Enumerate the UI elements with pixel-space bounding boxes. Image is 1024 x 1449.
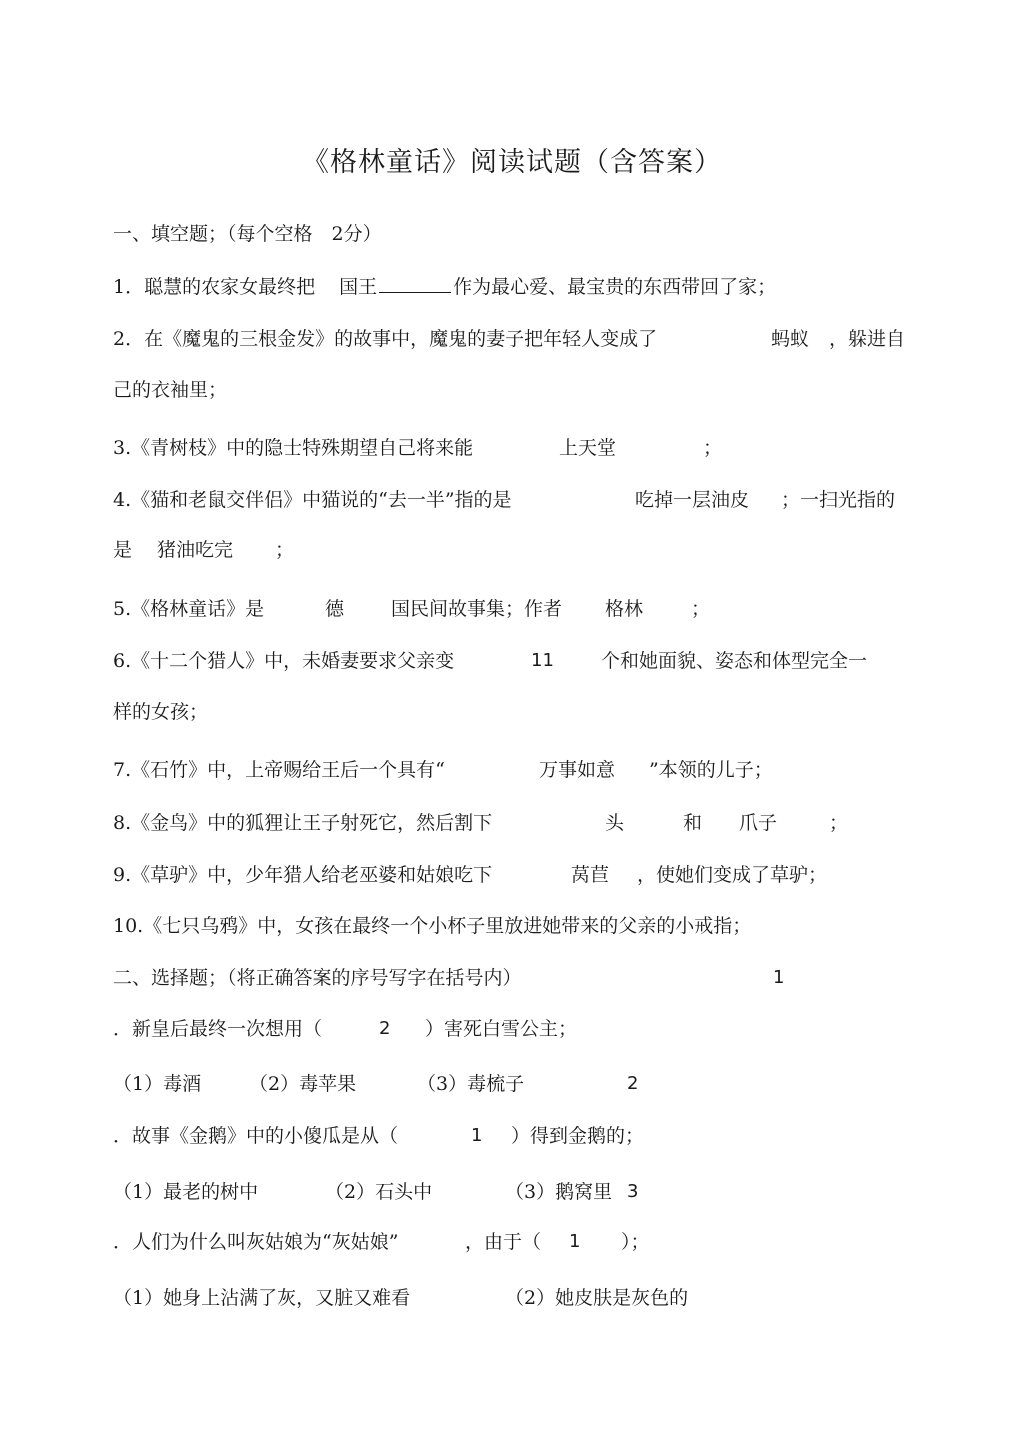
s2-q1-answer: 2	[379, 1018, 391, 1039]
q3-answer: 上天堂	[559, 437, 617, 459]
s2-q2-option-3: （3）鹅窝里	[505, 1181, 613, 1203]
q9-text-c: ，使她们变成了草驴；	[637, 864, 828, 886]
s2-q3-text-b: ，由于（	[465, 1231, 542, 1253]
s2-q2-text-c: ）得到金鹅的；	[511, 1125, 645, 1147]
q7-text-c: ”本领的儿子；	[649, 759, 773, 781]
q1-answer: 国王	[339, 276, 378, 298]
s2-q3-option-1: （1）她身上沾满了灰，又脏又难看	[113, 1287, 411, 1309]
q5-text-e: ；	[691, 598, 711, 620]
s2-q2-text-a: ．故事《金鹅》中的小傻瓜是从（	[113, 1125, 399, 1147]
q5-text-a: 5.《格林童话》是	[113, 598, 265, 620]
q2-answer: 蚂蚁	[771, 328, 810, 350]
q4-text-f: ；	[275, 539, 295, 561]
q8-text-a: 8.《金鸟》中的狐狸让王子射死它，然后割下	[113, 812, 493, 834]
q8-answer-2: 爪子	[739, 812, 778, 834]
s2-q1-number: 1	[773, 967, 785, 988]
s2-q3-text-d: ）；	[621, 1231, 650, 1253]
q5-answer-2: 格林	[605, 598, 644, 620]
s2-q1-option-1: （1）毒酒	[113, 1073, 202, 1095]
s2-q2-option-1: （1）最老的树中	[113, 1181, 259, 1203]
section2-heading: 二、选择题；（将正确答案的序号写字在括号内）	[113, 967, 522, 989]
q5-answer-1: 德	[325, 598, 345, 620]
s2-q3-option-2: （2）她皮肤是灰色的	[505, 1287, 689, 1309]
section1-heading: 一、填空题；（每个空格 2分）	[113, 223, 382, 245]
question-10: 10.《七只乌鸦》中，女孩在最终一个小杯子里放进她带来的父亲的小戒指；	[113, 915, 752, 937]
q9-text-a: 9.《草驴》中，少年猎人给老巫婆和姑娘吃下	[113, 864, 493, 886]
question-2-cont: 己的衣袖里；	[113, 379, 228, 401]
q6-text-a: 6.《十二个猎人》中，未婚妻要求父亲变	[113, 650, 455, 672]
q1-text-c: 作为最心爱、最宝贵的东西带回了家；	[453, 276, 777, 298]
q3-text-a: 3.《青树枝》中的隐士特殊期望自己将来能	[113, 437, 474, 459]
q9-answer: 莴苣	[571, 864, 610, 886]
q1-text-a: 1．聪慧的农家女最终把	[113, 276, 316, 298]
s2-q3-text-a: ．人们为什么叫灰姑娘为“灰姑娘”	[113, 1231, 399, 1253]
s2-q1-option-3: （3）毒梳子	[417, 1073, 525, 1095]
s2-q3-number: 3	[627, 1181, 639, 1202]
q4-text-c: ；一扫光指的	[781, 489, 896, 511]
q1-blank-line	[379, 274, 451, 293]
q4-answer-2: 猪油吃完	[157, 539, 234, 561]
q5-text-c: 国民间故事集；作者	[391, 598, 563, 620]
q3-text-c: ；	[703, 437, 723, 459]
q2-text-a: 2．在《魔鬼的三根金发》的故事中，魔鬼的妻子把年轻人变成了	[113, 328, 658, 350]
question-1	[113, 274, 776, 299]
s2-q1-text-a: ．新皇后最终一次想用（	[113, 1018, 323, 1040]
s2-q2-option-2: （2）石头中	[325, 1181, 433, 1203]
s2-q1-option-2: （2）毒苹果	[249, 1073, 357, 1095]
q7-text-a: 7.《石竹》中，上帝赐给王后一个具有“	[113, 759, 445, 781]
q2-text-c: ，躲进自	[829, 328, 906, 350]
q6-answer: 11	[531, 650, 554, 671]
s2-q1-text-c: ）害死白雪公主；	[425, 1018, 578, 1040]
question-6-cont: 样的女孩；	[113, 701, 209, 723]
s2-q3-answer: 1	[569, 1231, 581, 1252]
q8-answer-1: 头	[605, 812, 625, 834]
q4-text-d: 是	[113, 539, 133, 561]
q8-text-e: ；	[829, 812, 849, 834]
s2-q2-number: 2	[627, 1073, 639, 1094]
q6-text-c: 个和她面貌、姿态和体型完全一	[601, 650, 868, 672]
q4-answer-1: 吃掉一层油皮	[635, 489, 750, 511]
q8-text-c: 和	[683, 812, 703, 834]
q7-answer: 万事如意	[539, 759, 616, 781]
s2-q2-answer: 1	[471, 1125, 483, 1146]
q4-text-a: 4.《猫和老鼠交伴侣》中猫说的“去一半”指的是	[113, 489, 512, 511]
page-title: 《格林童话》阅读试题（含答案）	[302, 147, 722, 178]
